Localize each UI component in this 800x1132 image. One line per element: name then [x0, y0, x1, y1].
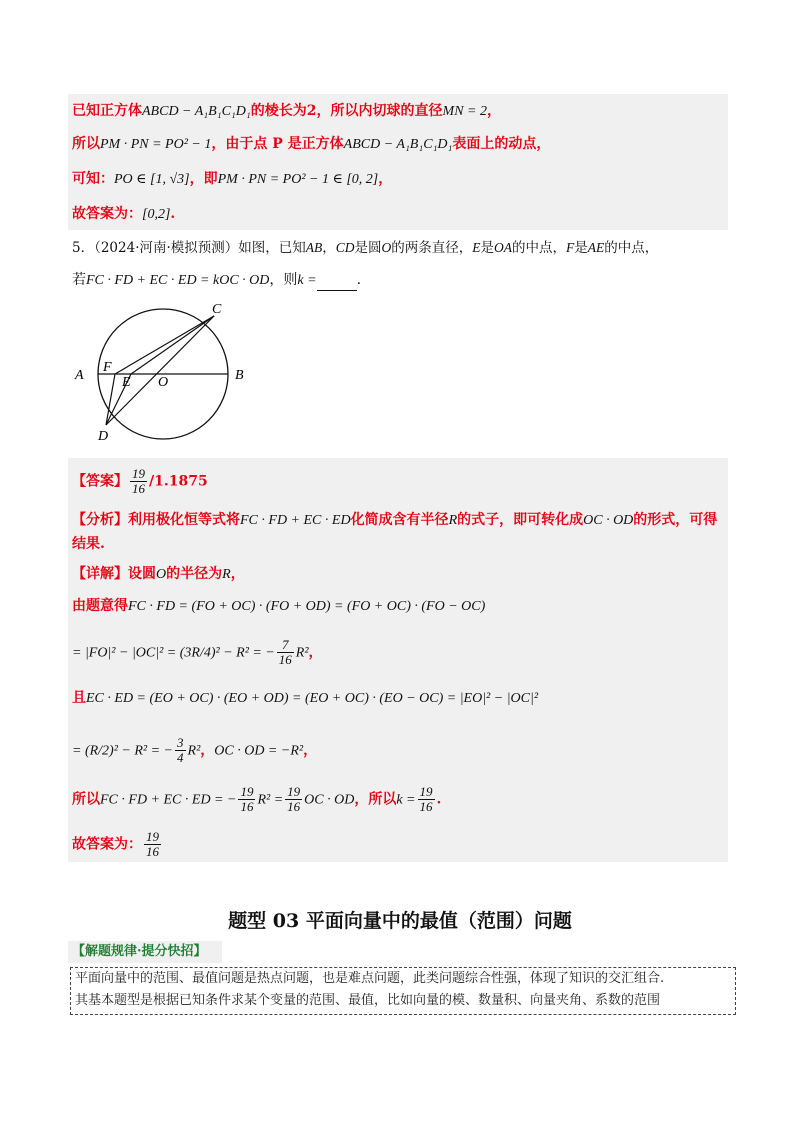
answer-blank — [317, 276, 357, 291]
tips-box — [70, 967, 736, 1015]
section-tag: 【解题规律·提分快招】 — [68, 941, 222, 963]
solution-line-2: 所以PM · PN = PO² − 1，由于点 P 是正方体ABCD − A₁B₁C₁D₁表面上的动点， — [72, 136, 551, 152]
solution-line-3: 可知：PO ∈ [1, √3]，即PM · PN = PO² − 1 ∈ [0, 2]， — [72, 171, 393, 187]
problem-5-line-1: 5．（2024·河南·模拟预测）如图，已知AB，CD是圆O的两条直径，E是OA的中点，F是AE的中点， — [72, 240, 659, 256]
detail-line-0: 【详解】设圆O的半径为R， — [72, 566, 245, 582]
problem-5-line-2: 若FC · FD + EC · ED = kOC · OD，则k = . — [72, 270, 361, 291]
label-a: A — [75, 368, 84, 383]
tips-line-2: 其基本题型是根据已知条件求某个变量的范围、最值，比如向量的模、数量积、向量夹角、系数的范围 — [75, 993, 661, 1008]
analysis-line-1: 【分析】利用极化恒等式将FC · FD + EC · ED化简成含有半径R的式子，即可转化成OC · OD的形式，可得 — [72, 512, 718, 528]
segment-ec — [131, 316, 214, 374]
answer-line: 【答案】 $\frac{19}{16}$ /1.1875 — [72, 466, 208, 496]
detail-line-5: 所以FC · FD + EC · ED = − $\frac{19}{16}$ R² = $\frac{19}{16}$ OC · OD，所以k = $\frac{19}{16}$ . — [72, 784, 442, 814]
answer-fraction: $\frac{19}{16}$ — [132, 466, 145, 496]
detail-line-6: 故答案为： $\frac{19}{16}$ — [72, 829, 159, 859]
circle-figure — [70, 300, 270, 450]
detail-line-1: 由题意得FC · FD = (FO + OC) · (FO + OD) = (FO + OC) · (FO − OC) — [72, 598, 486, 614]
detail-line-2: = |FO|² − |OC|² = (3R/4)² − R² = − $\frac{7}{16}$ R²， — [72, 637, 323, 667]
label-e: E — [122, 375, 131, 390]
diameter-cd — [106, 316, 214, 425]
detail-line-3: 且EC · ED = (EO + OC) · (EO + OD) = (EO + OC) · (EO − OC) = |EO|² − |OC|² — [72, 690, 539, 706]
section-title: 题型 03 平面向量中的最值（范围）问题 — [228, 910, 572, 932]
solution-line-4: 故答案为：[0,2]. — [72, 206, 176, 222]
label-b: B — [235, 368, 244, 383]
solution-line-1: 已知正方体ABCD − A₁B₁C₁D₁的棱长为2，所以内切球的直径MN = 2， — [72, 103, 501, 119]
label-c: C — [212, 302, 222, 317]
label-o: O — [158, 375, 169, 390]
label-d: D — [98, 429, 109, 444]
analysis-line-2: 结果. — [72, 536, 105, 552]
label-f: F — [103, 360, 112, 375]
detail-line-4: = (R/2)² − R² = − $\frac{3}{4}$ R²，OC · OD = −R²， — [72, 735, 318, 765]
tips-line-1: 平面向量中的范围、最值问题是热点问题，也是难点问题，此类问题综合性强，体现了知识的交汇组合. — [75, 971, 665, 986]
